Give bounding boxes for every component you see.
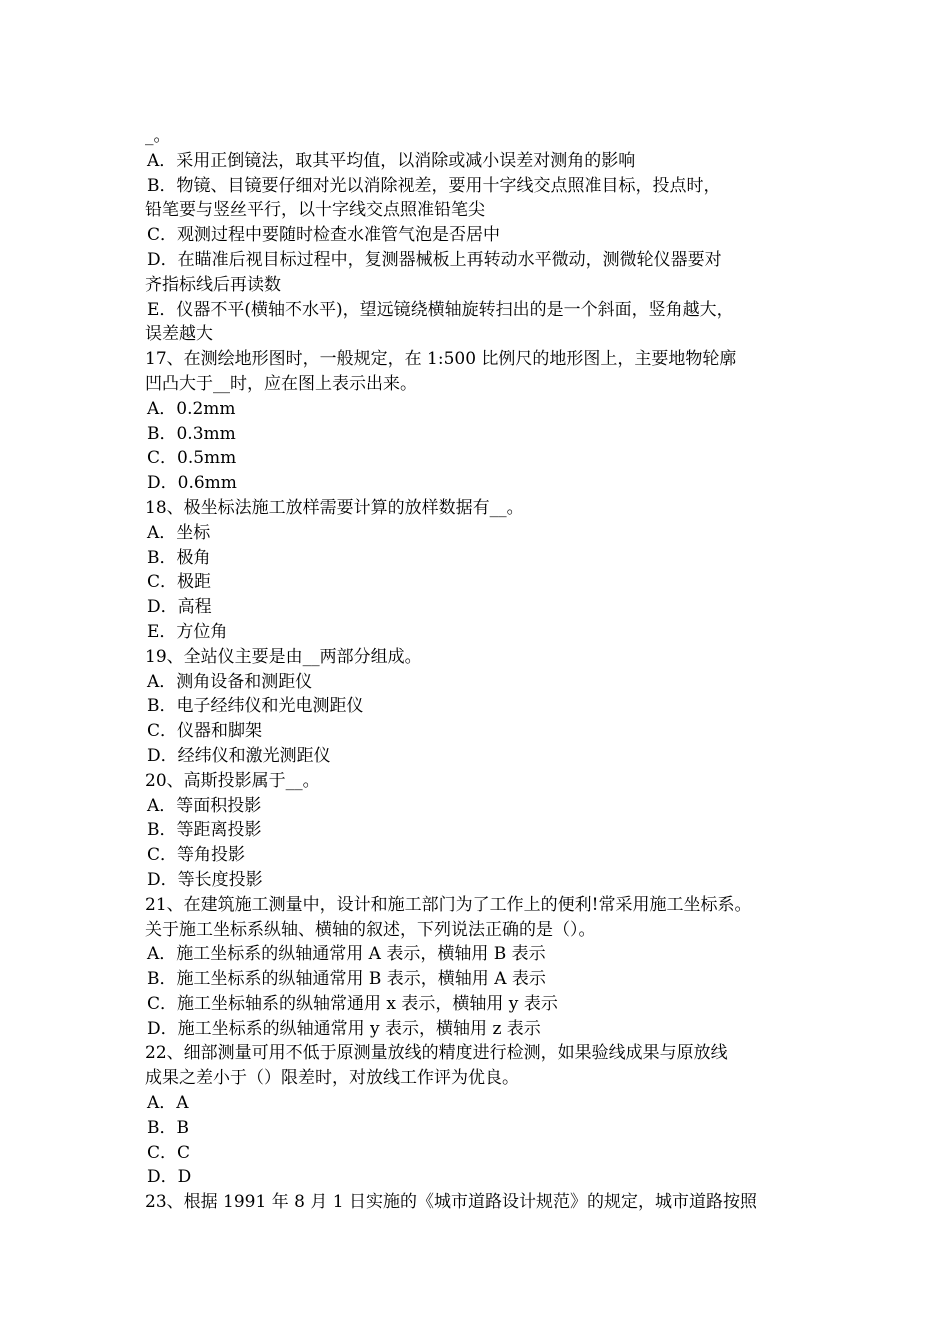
- option-line: D．施工坐标系的纵轴通常用 y 表示，横轴用 z 表示: [147, 1018, 541, 1039]
- option-line: A．坐标: [147, 522, 211, 543]
- option-line: A．采用正倒镜法，取其平均值，以消除或减小误差对测角的影响: [147, 150, 636, 171]
- option-line: B．施工坐标系的纵轴通常用 B 表示，横轴用 A 表示: [147, 969, 546, 990]
- continuation-line: 齐指标线后再读数: [145, 274, 281, 295]
- question-line: 17、在测绘地形图时，一般规定，在 1:500 比例尺的地形图上，主要地物轮廓: [145, 349, 737, 370]
- question-line: 21、在建筑施工测量中，设计和施工部门为了工作上的便利!常采用施工坐标系。: [145, 894, 752, 915]
- option-line: D．0.6mm: [147, 473, 237, 494]
- option-line: E．方位角: [147, 621, 228, 642]
- question-line: 20、高斯投影属于__。: [145, 770, 320, 791]
- continuation-line: 误差越大: [145, 324, 213, 345]
- option-line: D．经纬仪和激光测距仪: [147, 745, 331, 766]
- option-line: D．高程: [147, 597, 212, 618]
- document-page: [145, 124, 825, 1215]
- option-line: D．等长度投影: [147, 869, 263, 890]
- option-line: A．测角设备和测距仪: [147, 671, 313, 692]
- option-line: A．0.2mm: [147, 398, 236, 419]
- option-line: C．仪器和脚架: [147, 721, 263, 742]
- question-line: 18、极坐标法施工放样需要计算的放样数据有__。: [145, 497, 524, 518]
- continuation-line: _。: [145, 126, 171, 146]
- option-line: C．施工坐标轴系的纵轴常通用 x 表示，横轴用 y 表示: [147, 993, 558, 1014]
- option-line: A．等面积投影: [147, 795, 262, 816]
- option-line: D．在瞄准后视目标过程中，复测器械板上再转动水平微动，测微轮仪器要对: [147, 249, 722, 270]
- option-line: C．极距: [147, 572, 212, 593]
- option-line: E．仪器不平(横轴不水平)，望远镜绕横轴旋转扫出的是一个斜面，竖角越大，: [147, 299, 734, 320]
- question-line: 22、细部测量可用不低于原测量放线的精度进行检测，如果验线成果与原放线: [145, 1043, 728, 1064]
- option-line: B．等距离投影: [147, 820, 262, 841]
- option-line: A．施工坐标系的纵轴通常用 A 表示，横轴用 B 表示: [147, 944, 546, 965]
- continuation-line: 铅笔要与竖丝平行，以十字线交点照准铅笔尖: [145, 200, 485, 221]
- option-line: B．0.3mm: [147, 423, 236, 444]
- option-line: B．物镜、目镜要仔细对光以消除视差，要用十字线交点照准目标，投点时，: [147, 175, 721, 196]
- continuation-line: 成果之差小于（）限差时，对放线工作评为优良。: [145, 1068, 519, 1089]
- option-line: C．C: [147, 1142, 191, 1163]
- question-line: 23、根据 1991 年 8 月 1 日实施的《城市道路设计规范》的规定，城市道路按照: [145, 1192, 757, 1213]
- continuation-line: 凹凸大于__时，应在图上表示出来。: [145, 373, 417, 394]
- continuation-line: 关于施工坐标系纵轴、横轴的叙述，下列说法正确的是（）。: [145, 919, 596, 940]
- option-line: B．极角: [147, 547, 211, 568]
- option-line: A．A: [147, 1093, 189, 1114]
- option-line: C．等角投影: [147, 845, 246, 866]
- option-line: D．D: [147, 1167, 192, 1188]
- option-line: B．电子经纬仪和光电测距仪: [147, 696, 364, 717]
- option-line: C．观测过程中要随时检查水准管气泡是否居中: [147, 225, 501, 246]
- option-line: B．B: [147, 1117, 189, 1138]
- question-line: 19、全站仪主要是由__两部分组成。: [145, 646, 422, 667]
- option-line: C．0.5mm: [147, 448, 237, 469]
